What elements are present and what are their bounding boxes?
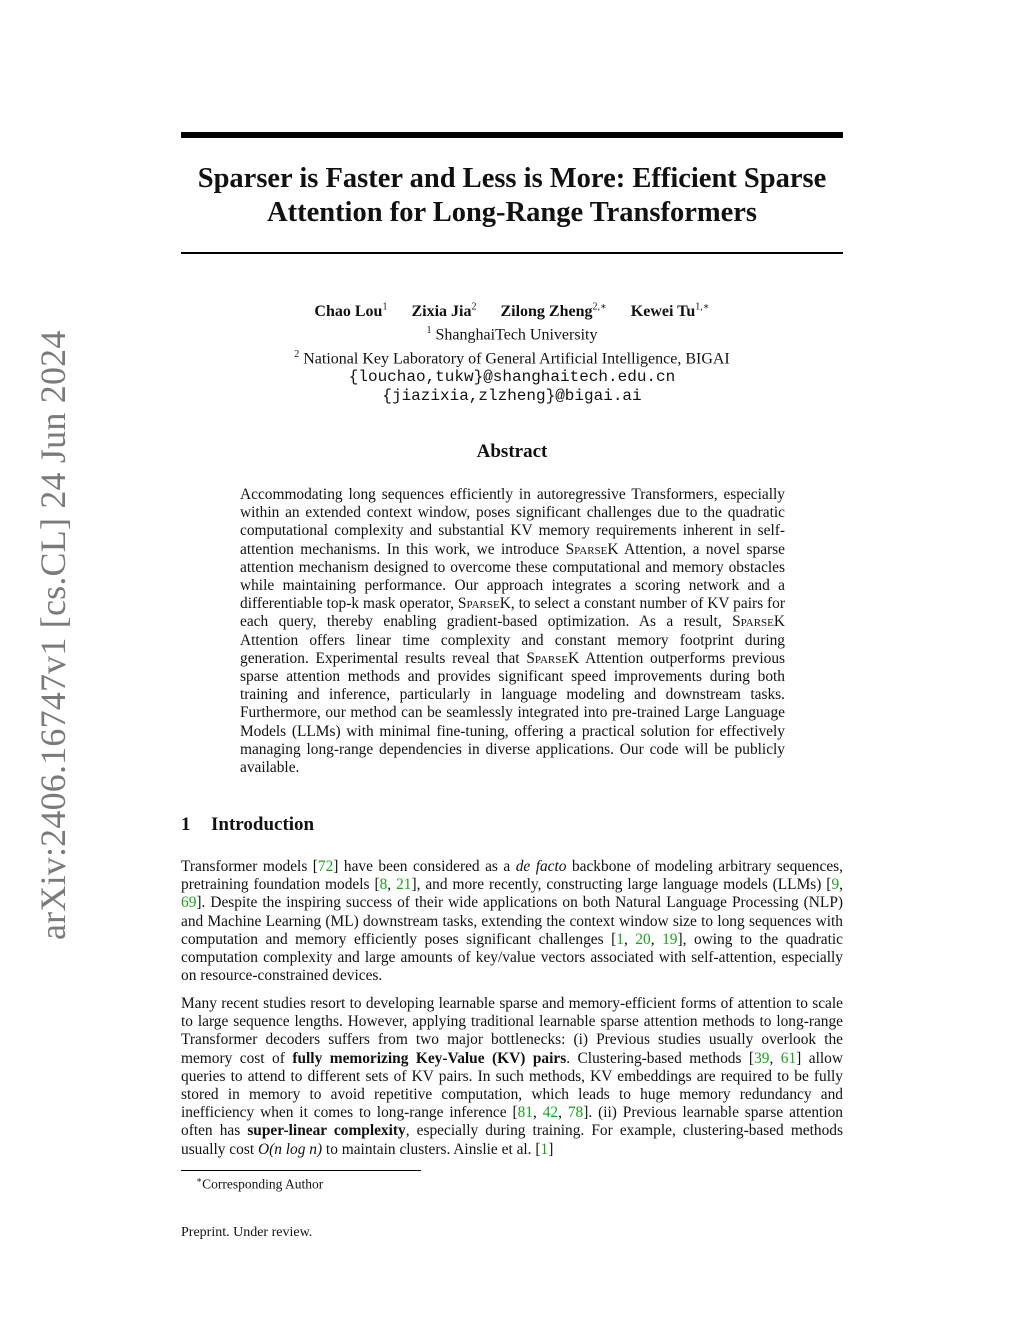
title-top-rule xyxy=(181,132,843,138)
affiliation-1 xyxy=(181,321,843,344)
footnote-text: Corresponding Author xyxy=(202,1176,324,1192)
author-2 xyxy=(411,303,476,320)
author-4-name: Kewei Tu xyxy=(630,303,696,321)
footnote-rule xyxy=(181,1170,421,1171)
intro-paragraph-1: Transformer models [72] have been considered as a de facto backbone of modeling arbitrary sequences, pretraining foundation models [8, 21], and more recently, constructing large language models (LLMs) [9, 69]. Despite the inspiring success of their wide applications on both Natural Language Processing (NLP) and Machine Learning (ML) downstream tasks, extending the context window size to long sequences with computation and memory efficiently poses significant challenges [1, 20, 19], owing to the quadratic computation complexity and large amounts of key/value vectors associated with self-attention, especially on resource-constrained devices. xyxy=(181,858,844,985)
footnote-mark: ∗ xyxy=(196,1175,203,1185)
title-bottom-rule xyxy=(181,252,843,254)
intro-paragraph-2: Many recent studies resort to developing learnable sparse and memory-efficient forms of attention to scale to large sequence lengths. However, applying traditional learnable sparse attention methods to long-range Transformer decoders suffers from two major bottlenecks: (i) Previous studies usually overlook the memory cost of fully memorizing Key-Value (KV) pairs. Clustering-based methods [39, 61] allow queries to attend to different sets of KV pairs. In such methods, KV embeddings are required to be fully stored in memory to avoid repetitive computation, which leads to huge memory redundancy and inefficiency when it comes to long-range inference [81, 42, 78]. (ii) Previous learnable sparse attention often has super-linear complexity, especially during training. For example, clustering-based methods usually cost O(n log n) to maintain clusters. Ainslie et al. [1] xyxy=(181,995,843,1158)
title-line-1: Sparser is Faster and Less is More: Efficient Sparse xyxy=(197,163,827,194)
affiliation-1-sup: 1 xyxy=(426,325,432,337)
citation-link[interactable]: 42 xyxy=(542,1104,559,1122)
affiliation-2-text: National Key Laboratory of General Artificial Intelligence, BIGAI xyxy=(303,349,730,367)
author-1 xyxy=(314,303,387,320)
citation-link[interactable]: 20 xyxy=(635,930,651,948)
author-4-sup: 1,∗ xyxy=(695,302,710,313)
citation-link[interactable]: 9 xyxy=(831,876,840,894)
affiliation-2 xyxy=(181,345,843,368)
title-line-2: Attention for Long-Range Transformers xyxy=(267,197,757,228)
abstract-text: Accommodating long sequences efficiently in autoregressive Transformers, especially within an extended context window, poses significant challenges due to the quadratic computational complexity and substantial KV memory requirements inherent in self-attention mechanisms. In this work, we introduce SparseK Attention, a novel sparse attention mechanism designed to overcome these computational and memory obstacles while maintaining performance. Our approach integrates a scoring network and a differentiable top-k mask operator, SparseK, to select a constant number of KV pairs for each query, thereby enabling gradient-based optimization. As a result, SparseK Attention offers linear time complexity and constant memory footprint during generation. Experimental results reveal that SparseK Attention outperforms previous sparse attention methods and provides significant speed improvements during both training and inference, particularly in language modeling and downstream tasks. Furthermore, our method can be seamlessly integrated into pre-trained Large Language Models (LLMs) with minimal fine-tuning, offering a practical solution for effectively managing long-range dependencies in diverse applications. Our code will be publicly available. xyxy=(240,486,785,777)
sparsek-name: Sparse xyxy=(565,540,608,558)
affiliation-1-text: ShanghaiTech University xyxy=(435,326,598,344)
author-3-name: Zilong Zheng xyxy=(500,303,593,321)
section-heading xyxy=(181,814,314,836)
citation-link[interactable]: 81 xyxy=(517,1104,533,1122)
citation-link[interactable]: 1 xyxy=(540,1140,549,1158)
citation-link[interactable]: 8 xyxy=(379,876,388,894)
author-block xyxy=(181,298,843,406)
author-1-sup: 1 xyxy=(382,302,388,313)
author-3-sup: 2,∗ xyxy=(592,302,607,313)
citation-link[interactable]: 61 xyxy=(780,1049,797,1067)
author-4 xyxy=(631,303,710,320)
citation-link[interactable]: 72 xyxy=(317,858,334,875)
email-1: {louchao,tukw}@shanghaitech.edu.cn xyxy=(348,367,676,386)
citation-link[interactable]: 19 xyxy=(662,930,678,948)
citation-link[interactable]: 39 xyxy=(754,1049,770,1067)
author-3 xyxy=(500,303,606,320)
arxiv-identifier: arXiv:2406.16747v1 [cs.CL] 24 Jun 2024 xyxy=(33,330,73,940)
paper-title xyxy=(181,162,843,230)
author-2-sup: 2 xyxy=(471,302,477,313)
section-title: Introduction xyxy=(211,814,315,835)
author-2-name: Zixia Jia xyxy=(411,303,472,321)
citation-link[interactable]: 21 xyxy=(396,876,412,894)
math-complexity: O(n log n) xyxy=(257,1140,323,1158)
affiliation-2-sup: 2 xyxy=(294,348,300,360)
citation-link[interactable]: 78 xyxy=(567,1104,584,1122)
section-number: 1 xyxy=(181,814,191,835)
footnote xyxy=(196,1175,323,1193)
preprint-footer: Preprint. Under review. xyxy=(181,1225,313,1240)
email-2: {jiazixia,zlzheng}@bigai.ai xyxy=(382,386,642,405)
abstract-heading: Abstract xyxy=(476,441,548,462)
citation-link[interactable]: 1 xyxy=(616,930,624,948)
author-1-name: Chao Lou xyxy=(314,303,383,321)
author-names xyxy=(181,298,843,321)
citation-link[interactable]: 69 xyxy=(181,894,197,912)
